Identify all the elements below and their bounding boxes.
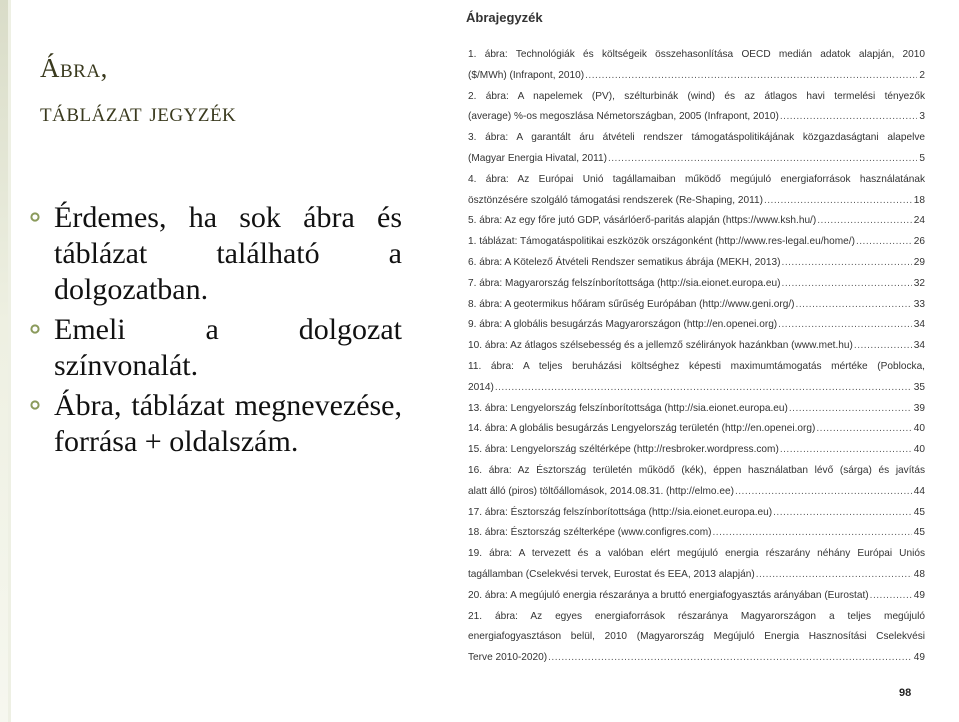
- figure-list-entry: [468, 253, 925, 274]
- dot-leader: [756, 565, 912, 586]
- dot-leader: [608, 149, 917, 170]
- figure-list-entry: [468, 419, 925, 440]
- figure-entry-text: 19. ábra: A tervezett és a valóban elért megújuló energia részarány néhány Európai Uniós: [468, 548, 925, 560]
- figure-entry-text: 11. ábra: A teljes beruházási költséghez képesti maximumtámogatás mértéke (Poblocka,: [468, 360, 925, 372]
- figure-entry-page: 44: [913, 485, 925, 497]
- figure-entry-page: 2: [919, 69, 925, 81]
- figure-entry-text: 16. ábra: Az Észtország területén működő (kék), éppen használatban lévő (sárga) és javítás: [468, 464, 925, 476]
- figure-entry-page: 5: [919, 152, 925, 164]
- figure-list-entry: [468, 440, 925, 461]
- figure-entry-page: 40: [913, 444, 925, 456]
- figure-entry-page: 45: [913, 506, 925, 518]
- figure-entry-page: 40: [913, 423, 925, 435]
- dot-leader: [712, 523, 911, 544]
- figure-entry-page: 48: [913, 568, 925, 580]
- ring-bullet-icon: [30, 212, 40, 222]
- figure-list-entry: [468, 399, 925, 420]
- figure-list-entry: [468, 87, 925, 129]
- figure-entry-page: 45: [913, 527, 925, 539]
- bullet-item: [30, 388, 402, 460]
- figure-entry-text: tagállamban (Cselekvési tervek, Eurostat és EEA, 2013 alapján): [468, 568, 755, 580]
- figure-entry-page: 32: [913, 277, 925, 289]
- figure-entry-text: 4. ábra: Az Európai Unió tagállamaiban működő megújuló energiaforrások használatának: [468, 173, 925, 185]
- dot-leader: [548, 648, 912, 669]
- figure-entry-text: (Magyar Energia Hivatal, 2011): [468, 152, 607, 164]
- figure-entry-text: ($/MWh) (Infrapont, 2010): [468, 69, 585, 81]
- dot-leader: [782, 274, 912, 295]
- figure-entry-page: 34: [913, 319, 925, 331]
- ring-bullet-icon: [30, 400, 40, 410]
- figure-list-entry: [468, 607, 925, 669]
- figure-entry-text: 13. ábra: Lengyelország felszínborítottsága (http://sia.eionet.europa.eu): [468, 402, 788, 414]
- document-heading: Ábrajegyzék: [466, 10, 543, 25]
- figure-entry-page: 26: [913, 236, 925, 248]
- figure-list-entry: [468, 274, 925, 295]
- dot-leader: [585, 66, 917, 87]
- figure-entry-page: 34: [913, 340, 925, 352]
- figure-list-entry: [468, 45, 925, 87]
- bullet-text: Ábra, táblázat megnevezése, forrása + oldalszám.: [54, 389, 402, 458]
- figure-entry-text: 15. ábra: Lengyelország széltérképe (http://resbroker.wordpress.com): [468, 444, 779, 456]
- figure-list-entry: [468, 170, 925, 212]
- slide-decor-bar-inner: [8, 0, 11, 722]
- figure-entry-page: 35: [913, 381, 925, 393]
- figure-entry-text: 8. ábra: A geotermikus hőáram sűrűség Európában (http://www.geni.org/): [468, 298, 795, 310]
- document-page-number: 98: [899, 687, 912, 699]
- figure-entry-text: 20. ábra: A megújuló energia részaránya a bruttó energiafogyasztás arányában (Eurostat): [468, 589, 869, 601]
- figure-entry-page: 39: [913, 402, 925, 414]
- ring-bullet-icon: [30, 324, 40, 334]
- bullet-item: [30, 200, 402, 308]
- figure-list-entry: [468, 315, 925, 336]
- dot-leader: [780, 440, 912, 461]
- slide-title: [40, 46, 400, 134]
- dot-leader: [817, 211, 912, 232]
- slide-title-line2: táblázat jegyzék: [40, 97, 237, 127]
- dot-leader: [789, 399, 912, 420]
- bullet-text: Emeli a dolgozat színvonalát.: [54, 313, 402, 382]
- figure-entry-text: ösztönzésére szolgáló támogatási rendszerek (Re-Shaping, 2011): [468, 194, 763, 206]
- figure-list-entry: [468, 523, 925, 544]
- dot-leader: [764, 191, 912, 212]
- figure-list-entry: [468, 357, 925, 399]
- figure-entry-text: 2014): [468, 381, 494, 393]
- figure-list-entry: [468, 503, 925, 524]
- bullet-list: [30, 200, 402, 464]
- figure-entry-text: 9. ábra: A globális besugárzás Magyarországon (http://en.openei.org): [468, 319, 778, 331]
- figure-entry-text: 1. táblázat: Támogatáspolitikai eszközök országonként (http://www.res-legal.eu/home/): [468, 236, 855, 248]
- figure-list-entry: [468, 295, 925, 316]
- figure-list-entry: [468, 544, 925, 586]
- figure-list-entry: [468, 336, 925, 357]
- dot-leader: [796, 295, 912, 316]
- figure-entry-text: 10. ábra: Az átlagos szélsebesség és a jellemző szélirányok hazánkban (www.met.hu): [468, 340, 853, 352]
- figure-entry-text: 14. ábra: A globális besugárzás Lengyelország területén (http://en.openei.org): [468, 423, 816, 435]
- figure-entry-text: 21. ábra: Az egyes energiaforrások részaránya Magyarországon a teljes megújuló: [468, 610, 925, 622]
- figure-entry-text: (average) %-os megoszlása Németországban, 2005 (Infrapont, 2010): [468, 111, 779, 123]
- figure-list-entry: [468, 461, 925, 503]
- figure-entry-text: 1. ábra: Technológiák és költségeik összehasonlítása OECD medián adatok alapján, 2010: [468, 49, 925, 60]
- figure-list-entry: [468, 586, 925, 607]
- figure-entry-page: 29: [913, 256, 925, 268]
- figure-entry-text: alatt álló (piros) töltőállomások, 2014.08.31. (http://elmo.ee): [468, 485, 734, 497]
- figure-entry-text: 7. ábra: Magyarország felszínborítottsága (http://sia.eionet.europa.eu): [468, 277, 781, 289]
- figure-entry-text: energiafogyasztáson belül, 2010 (Magyarország Megújuló Energia Hasznosítási Cselekvési: [468, 631, 925, 643]
- figure-entry-text: 2. ábra: A napelemek (PV), szélturbinák (wind) és az átlagos havi termelési tényezők: [468, 90, 925, 102]
- dot-leader: [495, 378, 912, 399]
- bullet-text: Érdemes, ha sok ábra és táblázat található a dolgozatban.: [54, 201, 402, 306]
- bullet-item: [30, 312, 402, 384]
- figure-list-entry: [468, 211, 925, 232]
- figure-entry-text: Terve 2010-2020): [468, 652, 548, 664]
- figure-entry-page: 49: [913, 652, 925, 664]
- figure-entry-page: 49: [913, 589, 925, 601]
- figure-entry-page: 24: [913, 215, 925, 227]
- document-image: [436, 0, 959, 722]
- figure-list: [468, 45, 925, 669]
- dot-leader: [773, 503, 912, 524]
- dot-leader: [856, 232, 912, 253]
- dot-leader: [780, 107, 918, 128]
- figure-list-entry: [468, 128, 925, 170]
- figure-entry-text: 6. ábra: A Kötelező Átvételi Rendszer sematikus ábrája (MEKH, 2013): [468, 256, 781, 268]
- figure-entry-page: 3: [919, 111, 925, 123]
- figure-entry-text: 18. ábra: Észtország szélterképe (www.configres.com): [468, 527, 712, 539]
- dot-leader: [816, 419, 911, 440]
- dot-leader: [778, 315, 912, 336]
- figure-entry-text: 5. ábra: Az egy főre jutó GDP, vásárlóerő-paritás alapján (https://www.ksh.hu/): [468, 215, 817, 227]
- figure-entry-text: 17. ábra: Észtország felszínborítottsága (http://sia.eionet.europa.eu): [468, 506, 773, 518]
- figure-list-entry: [468, 232, 925, 253]
- slide-decor-bar: [0, 0, 8, 722]
- dot-leader: [735, 482, 912, 503]
- dot-leader: [782, 253, 912, 274]
- slide-title-line1: Ábra,: [40, 53, 108, 83]
- figure-entry-page: 33: [913, 298, 925, 310]
- dot-leader: [870, 586, 912, 607]
- dot-leader: [854, 336, 912, 357]
- figure-entry-page: 18: [913, 194, 925, 206]
- figure-entry-text: 3. ábra: A garantált áru átvételi rendszer támogatáspolitikájának közgazdaságtani alapelve: [468, 132, 925, 144]
